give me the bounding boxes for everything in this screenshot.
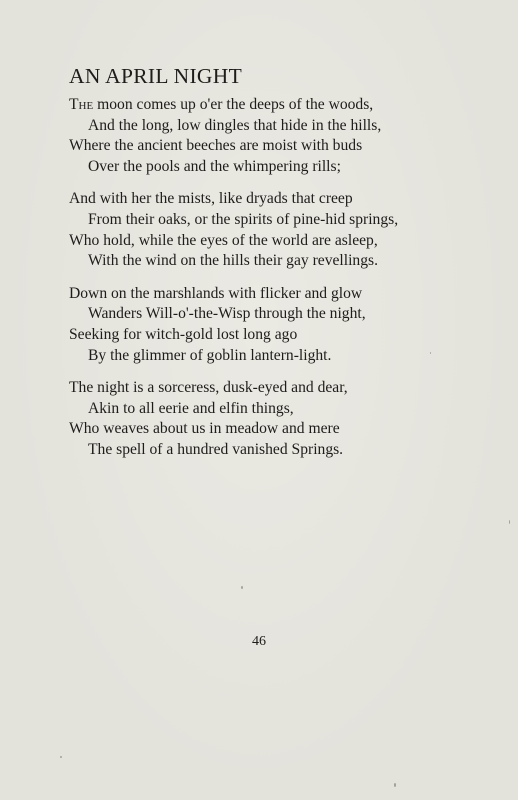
stanza-2 bbox=[69, 189, 509, 271]
poem-title: AN APRIL NIGHT bbox=[69, 64, 243, 88]
poem-line: From their oaks, or the spirits of pine-hid springs, bbox=[88, 210, 399, 228]
paper-speck bbox=[509, 520, 510, 524]
paper-speck bbox=[241, 586, 243, 589]
poem-line: With the wind on the hills their gay revellings. bbox=[88, 252, 378, 270]
poem-line: Down on the marshlands with flicker and glow bbox=[69, 284, 363, 302]
poem-line: Who hold, while the eyes of the world are asleep, bbox=[69, 231, 378, 249]
poem-line: And with her the mists, like dryads that creep bbox=[69, 190, 353, 208]
poem-line: By the glimmer of goblin lantern-light. bbox=[88, 346, 332, 364]
line-text: moon comes up o'er the deeps of the woods, bbox=[97, 96, 374, 113]
paper-speck bbox=[394, 783, 396, 787]
poem-line: Over the pools and the whimpering rills; bbox=[88, 157, 341, 175]
poem-line: Wanders Will-o'-the-Wisp through the night, bbox=[88, 305, 366, 323]
poem-line: Seeking for witch-gold lost long ago bbox=[69, 325, 298, 343]
poem-line: And the long, low dingles that hide in the hills, bbox=[88, 116, 382, 134]
poem-line: The night is a sorceress, dusk-eyed and dear, bbox=[69, 379, 348, 397]
poem-line: The spell of a hundred vanished Springs. bbox=[88, 440, 344, 458]
stanza-4 bbox=[69, 378, 509, 460]
poem-line: Akin to all eerie and elfin things, bbox=[88, 399, 294, 417]
drop-word: The bbox=[69, 96, 94, 113]
poem-body bbox=[69, 95, 509, 473]
paper-speck bbox=[430, 352, 431, 354]
stanza-3 bbox=[69, 284, 509, 366]
stanza-1 bbox=[69, 95, 509, 177]
poem-line: Where the ancient beeches are moist with buds bbox=[69, 137, 363, 155]
poem-line: Who weaves about us in meadow and mere bbox=[69, 420, 340, 438]
poem-line bbox=[69, 95, 509, 116]
paper-speck bbox=[60, 756, 62, 758]
page-number: 46 bbox=[252, 634, 266, 649]
